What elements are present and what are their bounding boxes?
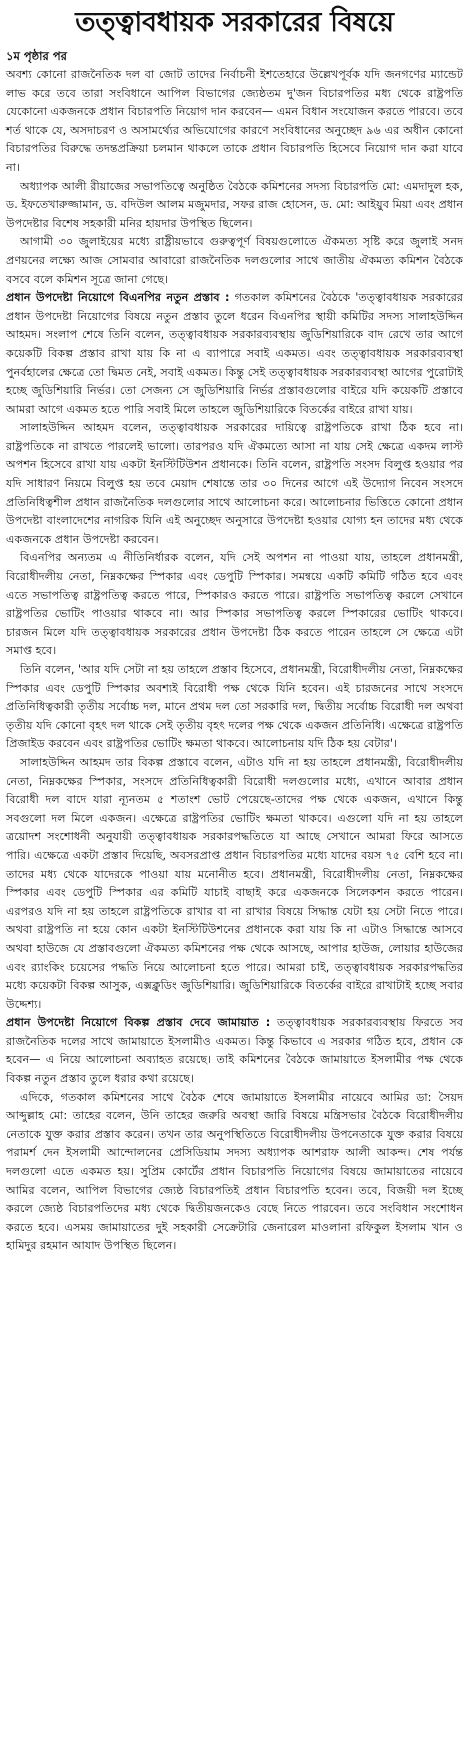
paragraph-text: আগামী ৩০ জুলাইয়ের মধ্যে রাষ্ট্রীয়ভাবে গুরুত্বপূর্ণ বিষয়গুলোতে ঐকমত্য সৃষ্টি করে জুলাই সনদ প্রণয়নের লক্ষ্যে আজ সোমবার আবারো রাজনৈতিক দলগুলোর সাথে জাতীয় ঐকমত্য কমিশন বৈঠকে বসবে বলে কমিশন সূত্রে জানা গেছে। (6, 235, 463, 286)
paragraph (6, 178, 463, 234)
paragraph (6, 289, 463, 419)
paragraph-text: তত্ত্বাবধায়ক সরকারব্যবস্থায় ফিরতে সব রাজনৈতিক দলের সাথে জামায়াতে ইসলামীও একমত। কিন্তু কিভাবে এ সরকার গঠিত হবে, প্রধান কে হবেন— এ নিয়ে আলোচনা অব্যাহত রয়েছে। তাই কমিশনের বৈঠকে জামায়াতে ইসলামীর পক্ষ থেকে বিকল্প নতুন প্রস্তাব তুলে ধরার কথা রয়েছে। (6, 1016, 463, 1086)
paragraph (6, 1014, 463, 1088)
subheading: প্রধান উপদেষ্টা নিয়োগে বিএনপির নতুন প্রস্তাব : (6, 291, 230, 305)
paragraph-text: সালাহউদ্দিন আহমদ বলেন, তত্ত্বাবধায়ক সরকারের দায়িত্বে রাষ্ট্রপতিকে রাখা ঠিক হবে না। রাষ্ট্রপতিকে না রাখতে পারলেই ভালো। তারপরও যদি ঐকমত্যে আসা না যায় সেই ক্ষেত্রে একদম লাস্ট অপশন হিসেবে রাখা যায় একটা ইনস্টিটিউশন প্রধানকে। তিনি বলেন, রাষ্ট্রপতি সংসদ বিলুপ্ত হওয়ার পর যদি সাধারণ নিয়মে বিলুপ্ত হয় তবে মেয়াদ শেষান্তে তার ৩০ দিনের আগে এই উদ্যোগ নিবেন সংসদে প্রতিনিধিত্বশীল প্রধান রাজনৈতিক দলগুলোর সাথে আলোচনা করে। আলোচনার ভিত্তিতে কোনো প্রধান উপদেষ্টা বাংলাদেশের নাগরিক যিনি এই অনুচ্ছেদ অনুসারে উপদেষ্টা হওয়ার যোগ্য হন তাদের মধ্য থেকে একজনকে প্রধান উপদেষ্টা করবেন। (6, 421, 463, 546)
paragraph-text: বিএনপির অন্যতম এ নীতিনির্ধারক বলেন, যদি সেই অপশন না পাওয়া যায়, তাহলে প্রধানমন্ত্রী, বিরোধীদলীয় নেতা, নিম্নকক্ষের স্পিকার এবং ডেপুটি স্পিকার। সমন্বয়ে একটি কমিটি গঠিত হবে এবং এতে সভাপতিত্ব রাষ্ট্রপতিত্ব করতে পারে, স্পিকারও করতে পারে। রাষ্ট্রপতি সভাপতিত্ব করলে সেখানে রাষ্ট্রপতির ভোটিং পাওয়ার থাকবে না। আর স্পিকার সভাপতিত্ব করলে স্পিকারের ভোটিং থাকবে। চারজন মিলে যদি তত্ত্বাবধায়ক সরকারের প্রধান উপদেষ্টা ঠিক করতে পারেন তাহলে সে ক্ষেত্রে এটা সমাপ্ত হবে। (6, 551, 463, 658)
paragraph (6, 233, 463, 289)
paragraph-text: গতকাল কমিশনের বৈঠকে 'তত্ত্বাবধায়ক সরকারের প্রধান উপদেষ্টা নিয়োগের বিষয়ে নতুন প্রস্তাব তুলে ধরেন বিএনপির স্থায়ী কমিটির সদস্য সালাহউদ্দিন আহমদ। সংলাপ শেষে তিনি বলেন, তত্ত্বাবধায়ক সরকারব্যবস্থায় জুডিশিয়ারিকে বাদ রেখে তার আগে কয়েকটি বিকল্প প্রস্তাব রাখা যায় কি না এ ব্যাপারে সবাই একমত। এবং তত্ত্বাবধায়ক সরকারব্যবস্থা পুনর্বহালের ক্ষেত্রে তো দ্বিমত নেই, সবাই একমত। কিন্তু সেই তত্ত্বাবধায়ক সরকারব্যবস্থা আগের পুরোটাই হচ্ছে জুডিশিয়ারি নির্ভর। তো সেজন্য সে জুডিশিয়ারি নির্ভর প্রস্তাবগুলোর বাইরে যদি কয়েকটি প্রস্তাবে আমরা আগে একমত হতে পারি সবাই মিলে তাহলে জুডিশিয়ারিকে বিতর্কের বাইরে রাখা যায়। (6, 291, 464, 416)
subheading: প্রধান উপদেষ্টা নিয়োগে বিকল্প প্রস্তাব দেবে জামায়াত : (6, 1016, 271, 1030)
paragraph (6, 549, 463, 661)
paragraph-text: তিনি বলেন, 'আর যদি সেটা না হয় তাহলে প্রস্তাব হিসেবে, প্রধানমন্ত্রী, বিরোধীদলীয় নেতা, নিম্নকক্ষের স্পিকার এবং ডেপুটি স্পিকার অবশ্যই বিরোধী পক্ষ থেকে যিনি হবেন। এই চারজনের সাথে সংসদে প্রতিনিধিত্বকারী তৃতীয় সর্বোচ্চ দল, মানে প্রথম দল তো সরকারি দল, দ্বিতীয় সর্বোচ্চ বিরোধী দল অথবা তৃতীয় যদি কোনো বৃহৎ দল থাকে সেই তৃতীয় বৃহৎ দলের পক্ষ থেকে একজন প্রতিনিধি। এক্ষেত্রে রাষ্ট্রপতি প্রিজাইড করবেন এবং রাষ্ট্রপতির ভোটিং ক্ষমতা থাকবে। আলোচনায় যদি ঠিক হয় বেটার'। (6, 663, 463, 751)
article-headline: তত্ত্বাবধায়ক সরকারের বিষয়ে (75, 7, 394, 38)
paragraph-text: এদিকে, গতকাল কমিশনের সাথে বৈঠক শেষে জামায়াতে ইসলামীর নায়েবে আমির ডা: সৈয়দ আব্দুল্লাহ মো: তাহের বলেন, উনি তাহের জরুরি অবস্থা জারি বিষয়ে মন্ত্রিসভার বৈঠকে বিরোধীদলীয় নেতাকে যুক্ত করার প্রস্তাব করেন। তখন তার অনুপস্থিতিতে বিরোধীদলীয় উপনেতাকে যুক্ত করার বিষয়ে পরামর্শ দেন ইসলামী আন্দোলনের প্রেসিডিয়াম সদস্য অধ্যাপক আশরাফ আলী আকন্দ। শেষ পর্যন্ত দলগুলো এতে একমত হয়। সুপ্রিম কোর্টের প্রধান বিচারপতি নিয়োগের বিষয়ে জামায়াতের নায়েবে আমির বলেন, আপিল বিভাগের জ্যেষ্ঠ বিচারপতিই প্রধান বিচারপতি হবেন। তবে, বিজয়ী দল ইচ্ছে করলে জ্যেষ্ঠ বিচারপতিদের মধ্য থেকে দ্বিতীয়জনকেও বেছে নিতে পারবেন। তবে সংবিধান সংশোধন করতে হবে। এসময় জামায়াতের দুই সহকারী সেক্রেটারি জেনারেল মাওলানা রফিকুল ইসলাম খান ও হামিদুর রহমান আযাদ উপস্থিত ছিলেন। (6, 1090, 463, 1253)
paragraph-text: অধ্যাপক আলী রীয়াজের সভাপতিত্বে অনুষ্ঠিত বৈঠকে কমিশনের সদস্য বিচারপতি মো: এমদাদুল হক, ড. ইফতেখারুজ্জামান, ড. বদিউল আলম মজুমদার, সফর রাজ হোসেন, ড. মো: আইয়ুব মিয়া এবং প্রধান উপদেষ্টার বিশেষ সহকারী মনির হায়দার উপস্থিত ছিলেন। (6, 179, 463, 230)
paragraph-text: সালাহউদ্দিন আহমদ তার বিকল্প প্রস্তাবে বলেন, এটাও যদি না হয় তাহলে প্রধানমন্ত্রী, বিরোধীদলীয় নেতা, নিম্নকক্ষের স্পিকার, সংসদে প্রতিনিধিত্বকারী বিরোধী দলগুলোর মধ্যে, এখানে আবার প্রধান বিরোধী দল বাদে যারা ন্যূনতম ৫ শতাংশ ভোট পেয়েছে-তাদের পক্ষ থেকে একজন, এখানে কিন্তু সবগুলো দল মিলে একজন। এক্ষেত্রে রাষ্ট্রপতির ভোটিং ক্ষমতা থাকবে। এগুলো যদি না হয় তাহলে ত্রয়োদশ সংশোধনী অনুযায়ী তত্ত্বাবধায়ক সরকারপদ্ধতিতে যা আছে সেখানে আমরা ফিরে আসতে পারি। এক্ষেত্রে একটা প্রস্তাব দিয়েছি, অবসরপ্রাপ্ত প্রধান বিচারপতির মধ্যে যাদের বয়স ৭৫ বেশি হবে না। তাদের মধ্য থেকে যাদেরকে পাওয়া যায় মনোনীত হবে। প্রধানমন্ত্রী, বিরোধীদলীয় নেতা, নিম্নকক্ষের স্পিকার এবং ডেপুটি স্পিকার এর কমিটি যাচাই বাছাই করে একজনকে সিলেকশন করতে পারেন। এরপরও যদি না হয় তাহলে রাষ্ট্রপতিকে রাখার বা না রাখার বিষয়ে সিদ্ধান্ত যেটা হয় সেটা নিতে পারে। অথবা রাষ্ট্রপতি না হয়ে কোন একটা ইনস্টিটিউশনের প্রধানকে করা যায় কি না এটাও সিদ্ধান্তে আসবে অথবা হাউজে যে প্রস্তাবগুলো ঐকমত্য কমিশনের পক্ষ থেকে আসছে, আপার হাউজ, লোয়ার হাউজের এবং র‍্যাংকিং চয়েসের পদ্ধতি নিয়ে আলোচনা হতে পারে। আমরা চাই, তত্ত্বাবধায়ক সরকারপদ্ধতির মধ্যে কয়েকটা বিকল্প আসুক, এক্সক্লুডিং জুডিশিয়ারি। জুডিশিয়ারিকে বিতর্কের বাইরে রাখাটাই হচ্ছে সবার উদ্দেশ্য। (6, 755, 463, 1011)
paragraph-text: অবশ্য কোনো রাজনৈতিক দল বা জোট তাদের নির্বাচনী ইশতেহারে উল্লেখপূর্বক যদি জনগণের ম্যান্ডেট লাভ করে তবে তারা সংবিধানে আপিল বিভাগের জ্যেষ্ঠতম দু'জন বিচারপতির মধ্য থেকে রাষ্ট্রপতি যেকোনো একজনকে প্রধান বিচারপতি নিয়োগ দান করবেন— এমন বিধান সংযোজন করতে পারবে। তবে শর্ত থাকে যে, অসদাচরণ ও অসামর্থ্যের অভিযোগের কারণে সংবিধানের অনুচ্ছেদ ৯৬ এর অধীন কোনো বিচারপতির বিরুদ্ধে তদন্তপ্রক্রিয়া চলমান থাকলে তাকে প্রধান বিচারপতি হিসেবে নিয়োগ দান করা যাবে না। (6, 68, 463, 174)
paragraph (6, 419, 463, 549)
paragraph (6, 661, 463, 754)
continuation-note: ১ম পৃষ্ঠার পর (6, 49, 67, 63)
paragraph (6, 1089, 463, 1256)
paragraph (6, 66, 463, 178)
paragraph (6, 754, 463, 1014)
article-body (6, 66, 463, 1256)
